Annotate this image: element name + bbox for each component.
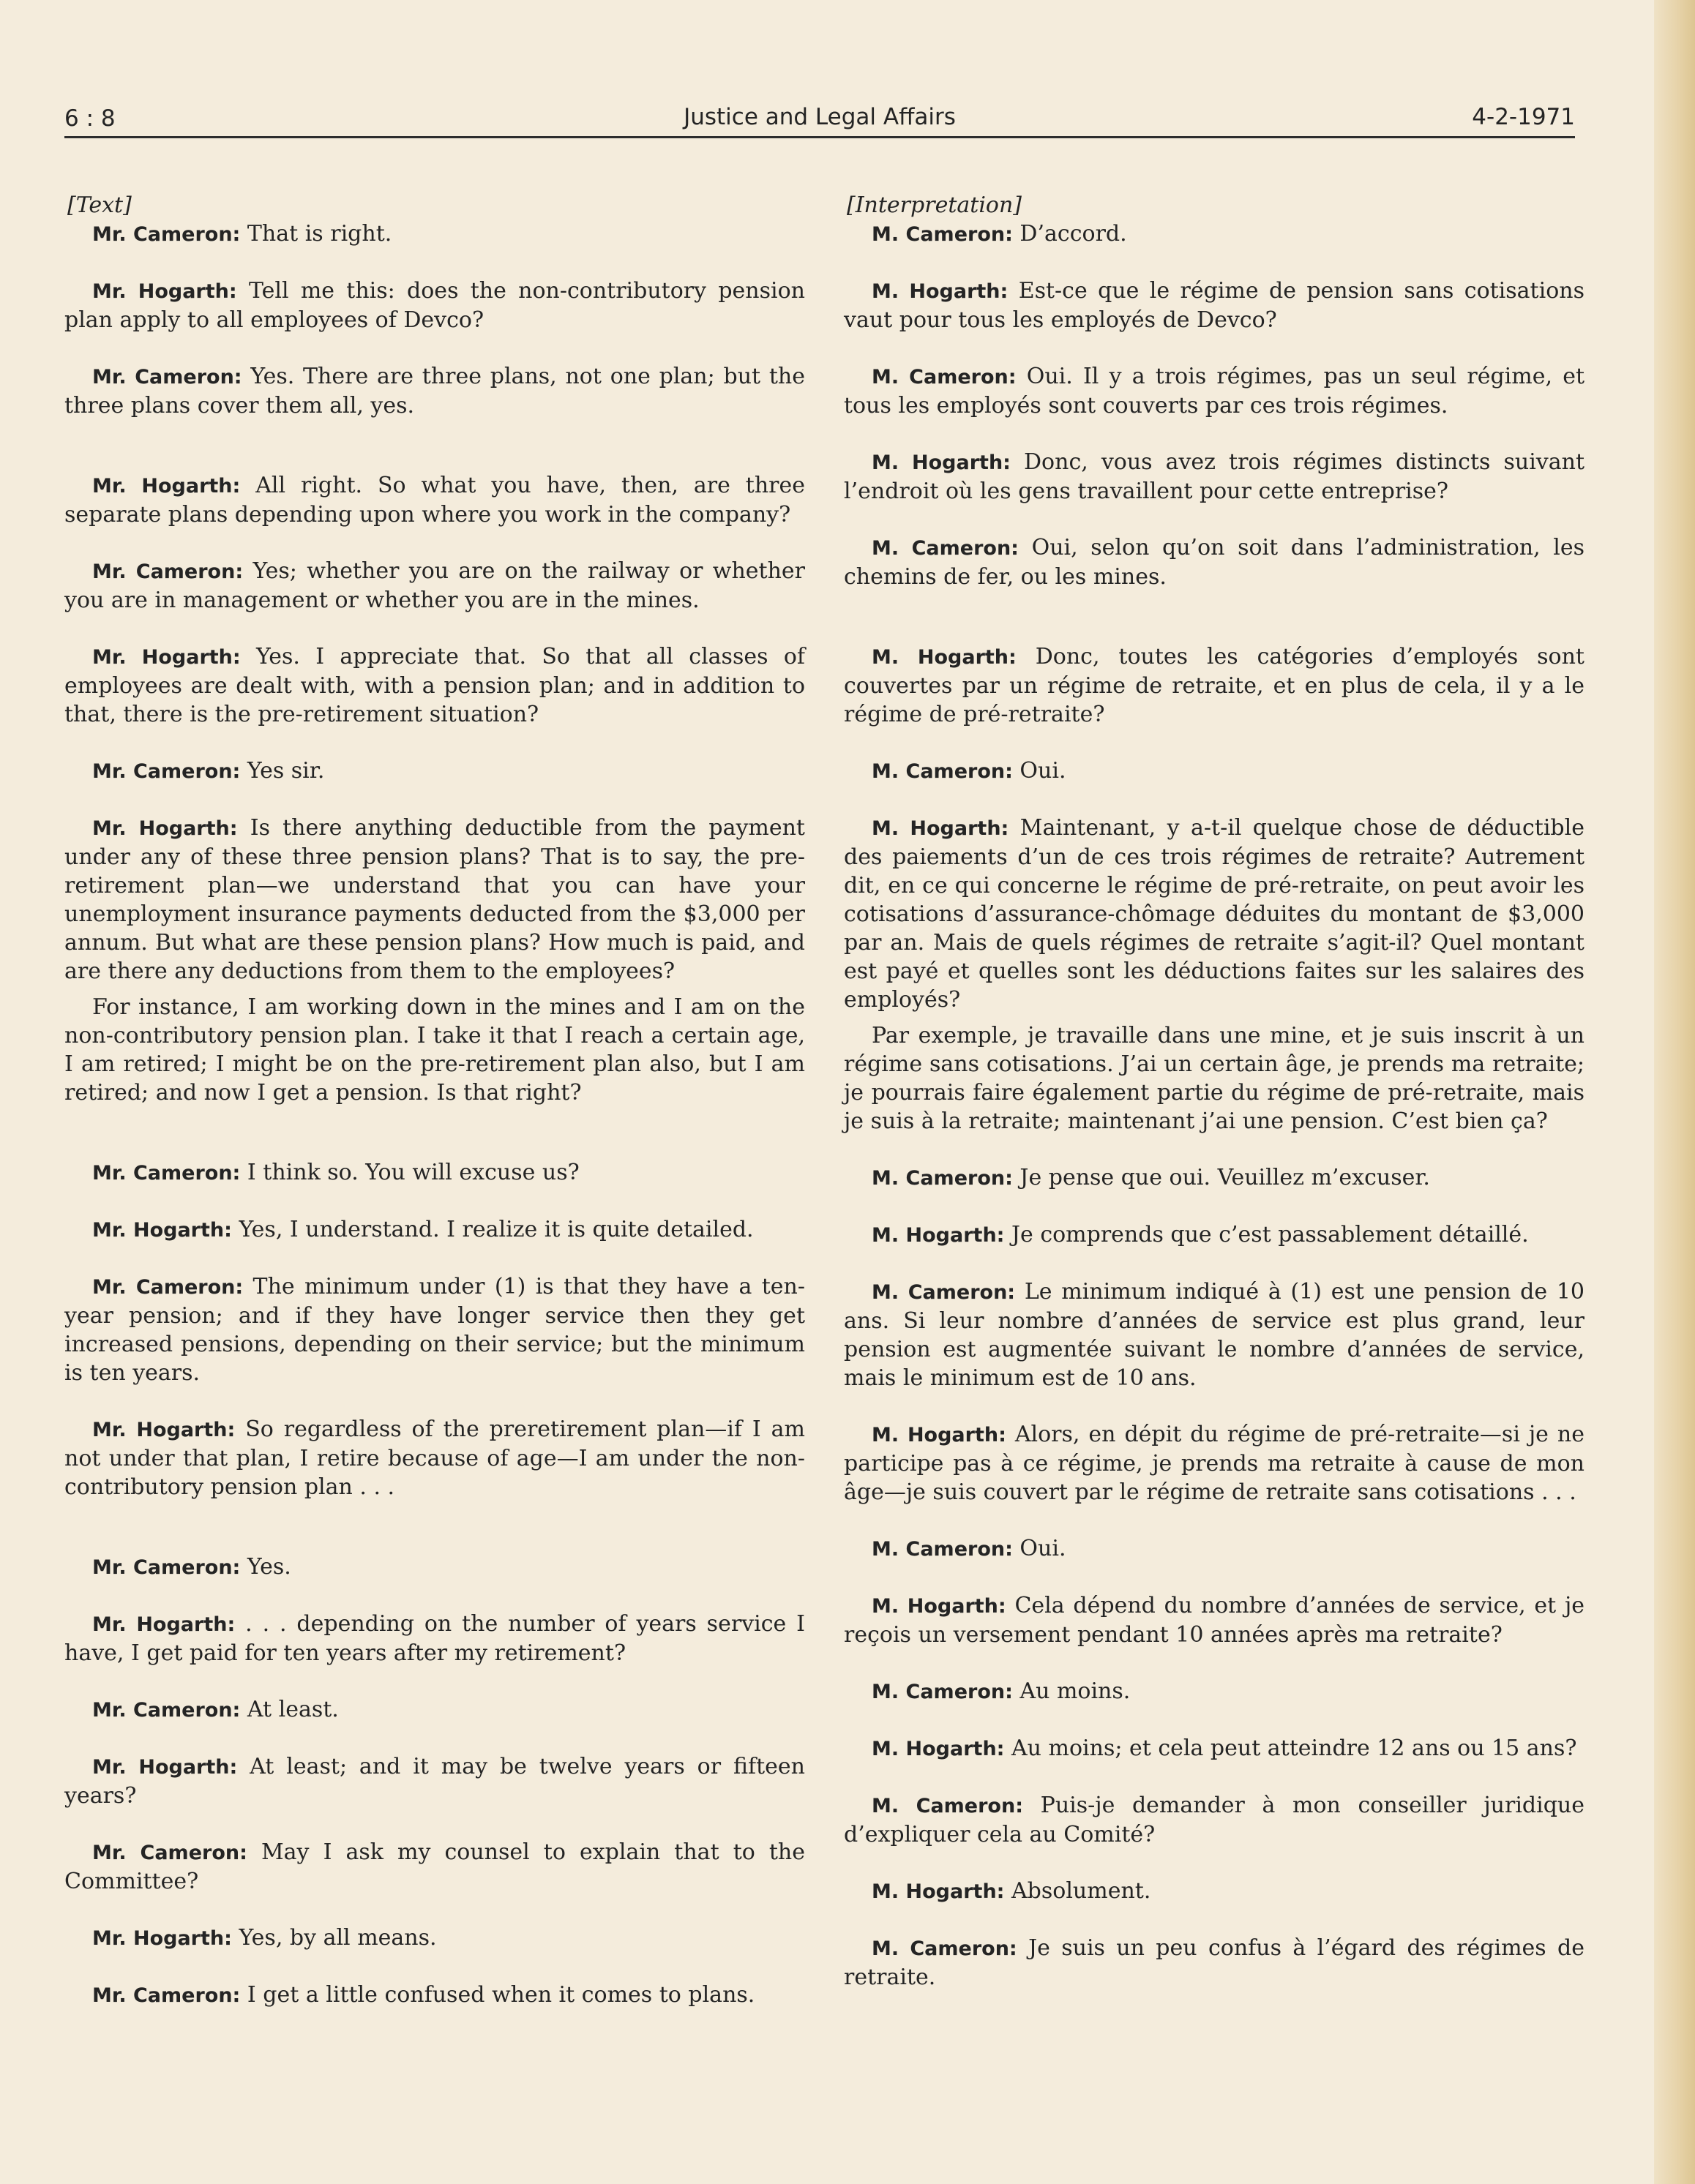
speech-text: Yes, by all means. [231,1925,437,1951]
transcript-paragraph [844,642,1584,729]
speech-text: Yes, I understand. I realize it is quite detailed. [231,1217,754,1242]
speaker-name: M. Cameron: [872,223,1013,246]
transcript-paragraph [64,1752,805,1810]
page-header [64,101,1575,138]
meeting-date: 4-2-1971 [1472,104,1575,130]
speech-text: Is there anything deductible from the payment under any of these three pension plans? That is to say, the pre-retirement plan—we understand that you can have your unemployment insurance payments deducted from the $3,000 per annum. But what are these pension plans? How much is paid, and are there any deductions from them to the employees? [64,815,805,984]
transcript-paragraph [844,814,1584,1014]
speaker-name: Mr. Hogarth: [92,280,237,303]
speech-text: Tell me this: does the non-contributory pension plan apply to all employees of Devco? [64,278,805,333]
speaker-name: M. Hogarth: [872,280,1009,303]
speaker-name: Mr. Cameron: [92,760,241,783]
speech-text: Le minimum indiqué à (1) est une pension de 10 ans. Si leur nombre d’années de service est plus grand, leur pension est augmentée suivant le nombre d’années de service, mais le minimum est de 10 ans. [844,1279,1584,1391]
transcript-paragraph [844,757,1584,786]
speaker-name: Mr. Cameron: [92,1699,241,1722]
transcript-paragraph [844,1934,1584,1992]
transcript-paragraph [64,642,805,729]
transcript-paragraph [844,1677,1584,1706]
transcript-paragraph [844,1534,1584,1564]
transcript-paragraph [64,1415,805,1501]
speech-text: Alors, en dépit du régime de pré-retraite—si je ne participe pas à ce régime, je prends ma retraite à cause de mon âge—je suis couvert par le régime de retraite sans cotisations . . . [844,1422,1584,1505]
speech-text: Au moins. [1012,1678,1131,1704]
transcript-paragraph [844,1220,1584,1250]
speaker-name: M. Cameron: [872,1167,1013,1190]
speaker-name: M. Cameron: [872,366,1017,389]
french-column [844,192,1584,2019]
speech-text: Au moins; et cela peut atteindre 12 ans ou 15 ans? [1004,1735,1577,1761]
speaker-name: M. Cameron: [872,537,1019,560]
transcript-paragraph [844,1021,1584,1136]
speaker-name: Mr. Cameron: [92,366,242,389]
transcript-paragraph [844,1163,1584,1193]
speaker-name: M. Cameron: [872,1538,1013,1561]
transcript-paragraph [64,1695,805,1725]
speaker-name: M. Hogarth: [872,1595,1006,1618]
speaker-name: Mr. Hogarth: [92,1756,238,1779]
transcript-paragraph [64,219,805,249]
speech-text: Je pense que oui. Veuillez m’excuser. [1012,1165,1430,1190]
transcript-paragraph [64,277,805,334]
page-number: 6 : 8 [64,105,116,132]
speaker-name: Mr. Cameron: [92,1162,241,1185]
speaker-name: Mr. Hogarth: [92,817,238,840]
speech-text: Est-ce que le régime de pension sans cotisations vaut pour tous les employés de Devco? [844,278,1584,333]
transcript-paragraph [64,362,805,420]
speech-text: Donc, toutes les catégories d’employés sont couvertes par un régime de retraite, et en plus de cela, il y a le régime de pré-retraite? [844,644,1584,727]
speaker-name: Mr. Hogarth: [92,1927,232,1950]
speaker-name: M. Hogarth: [872,1424,1006,1446]
speaker-name: Mr. Hogarth: [92,1219,232,1242]
speaker-name: M. Hogarth: [872,1880,1005,1903]
transcript-paragraph [64,1215,805,1245]
transcript-paragraph [64,1924,805,1953]
speaker-name: M. Hogarth: [872,1224,1005,1247]
speech-text: Yes. [240,1554,291,1580]
speech-text: Yes. I appreciate that. So that all classes of employees are dealt with, with a pension plan; and in addition to that, there is the pre-retirement situation? [64,644,805,727]
speech-text: . . . depending on the number of years service I have, I get paid for ten years after my retirement? [64,1611,805,1666]
transcript-paragraph [64,993,805,1107]
running-title: Justice and Legal Affairs [684,104,956,130]
speech-text: All right. So what you have, then, are three separate plans depending upon where you work in the company? [64,473,805,528]
section-label-text: [Text] [67,192,132,218]
speaker-name: Mr. Cameron: [92,1276,244,1299]
speaker-name: M. Hogarth: [872,817,1009,840]
speaker-name: M. Hogarth: [872,451,1011,474]
speech-text: Je comprends que c’est passablement détaillé. [1004,1222,1529,1247]
section-label-interpretation: [Interpretation] [847,192,1022,218]
speaker-name: M. Cameron: [872,1795,1023,1817]
speech-text: D’accord. [1012,221,1127,247]
speaker-name: M. Cameron: [872,1281,1016,1304]
speaker-name: Mr. Cameron: [92,223,241,246]
transcript-paragraph [64,1981,805,2010]
speaker-name: Mr. Hogarth: [92,475,241,498]
speaker-name: M. Hogarth: [872,646,1017,669]
transcript-paragraph [844,362,1584,420]
transcript-paragraph [844,448,1584,506]
transcript-paragraph [64,1610,805,1667]
transcript-paragraph [64,1553,805,1582]
speaker-name: Mr. Cameron: [92,1842,247,1864]
speaker-name: M. Hogarth: [872,1738,1005,1760]
speaker-name: M. Cameron: [872,760,1013,783]
speech-text: Puis-je demander à mon conseiller juridique d’expliquer cela au Comité? [844,1793,1584,1847]
speech-text: Oui, selon qu’on soit dans l’administration, les chemins de fer, ou les mines. [844,535,1584,590]
speech-text: Yes sir. [240,758,325,784]
speaker-name: Mr. Cameron: [92,1556,241,1579]
speaker-name: Mr. Cameron: [92,1984,241,2007]
speech-text: For instance, I am working down in the mines and I am on the non-contributory pension plan. I take it that I reach a certain age, I am retired; I might be on the pre-retirement plan also, but I am retired; and now I get a pension. Is that right? [64,994,805,1106]
english-column [64,192,805,2038]
speech-text: Maintenant, y a-t-il quelque chose de déductible des paiements d’un de ces trois régimes de retraite? Autrement dit, en ce qui concerne le régime de pré-retraite, on peut avoir les cotisations d’assurance-chômage déduites du montant de $3,000 par an. Mais de quels régimes de retraite s’agit-il? Quel montant est payé et quelles sont les déductions faites sur les salaires des employés? [844,815,1584,1013]
page-edge [1654,0,1695,2184]
speech-text: Donc, vous avez trois régimes distincts suivant l’endroit où les gens travaillent pour cette entreprise? [844,449,1584,504]
transcript-paragraph [64,814,805,986]
transcript-paragraph [64,471,805,529]
transcript-paragraph [844,533,1584,591]
speech-text: Oui. [1012,1536,1066,1561]
transcript-paragraph [64,1158,805,1187]
speaker-name: Mr. Hogarth: [92,646,241,669]
transcript-paragraph [64,1838,805,1896]
speaker-name: M. Cameron: [872,1937,1017,1960]
transcript-paragraph [844,1591,1584,1649]
speech-text: I get a little confused when it comes to plans. [240,1982,755,2008]
transcript-paragraph [844,1277,1584,1392]
speech-text: The minimum under (1) is that they have a ten-year pension; and if they have longer service then they get increased pensions, depending on their service; but the minimum is ten years. [64,1274,805,1386]
speech-text: I think so. You will excuse us? [240,1160,580,1185]
speech-text: At least; and it may be twelve years or fifteen years? [64,1754,805,1809]
speech-text: Oui. Il y a trois régimes, pas un seul régime, et tous les employés sont couverts par ces trois régimes. [844,364,1584,419]
transcript-paragraph [844,1734,1584,1763]
transcript-paragraph [64,757,805,786]
transcript-paragraph [844,1791,1584,1849]
speaker-name: M. Cameron: [872,1681,1013,1703]
transcript-paragraph [844,1420,1584,1506]
speech-text: Par exemple, je travaille dans une mine, et je suis inscrit à un régime sans cotisations. J’ai un certain âge, je prends ma retraite; je pourrais faire également partie du régime de pré-retraite, mais je suis à la retraite; maintenant j’ai une pension. C’est bien ça? [844,1023,1584,1134]
speech-text: At least. [240,1697,339,1722]
speaker-name: Mr. Cameron: [92,560,244,583]
transcript-paragraph [844,277,1584,334]
speech-text: Yes; whether you are on the railway or whether you are in management or whether you are in the mines. [64,558,806,613]
speaker-name: Mr. Hogarth: [92,1419,236,1441]
speaker-name: Mr. Hogarth: [92,1613,236,1636]
speech-text: So regardless of the preretirement plan—if I am not under that plan, I retire because of age—I am under the non-contributory pension plan . . . [64,1416,805,1500]
speech-text: Absolument. [1004,1878,1151,1904]
speech-text: Cela dépend du nombre d’années de service, et je reçois un versement pendant 10 années après ma retraite? [844,1593,1584,1648]
transcript-paragraph [844,1877,1584,1906]
transcript-paragraph [844,219,1584,249]
speech-text: Yes. There are three plans, not one plan; but the three plans cover them all, yes. [64,364,806,419]
transcript-paragraph [64,557,805,615]
speech-text: That is right. [240,221,392,247]
transcript-paragraph [64,1272,805,1387]
speech-text: Je suis un peu confus à l’égard des régimes de retraite. [844,1935,1584,1990]
speech-text: Oui. [1012,758,1066,784]
speech-text: May I ask my counsel to explain that to the Committee? [64,1839,806,1894]
